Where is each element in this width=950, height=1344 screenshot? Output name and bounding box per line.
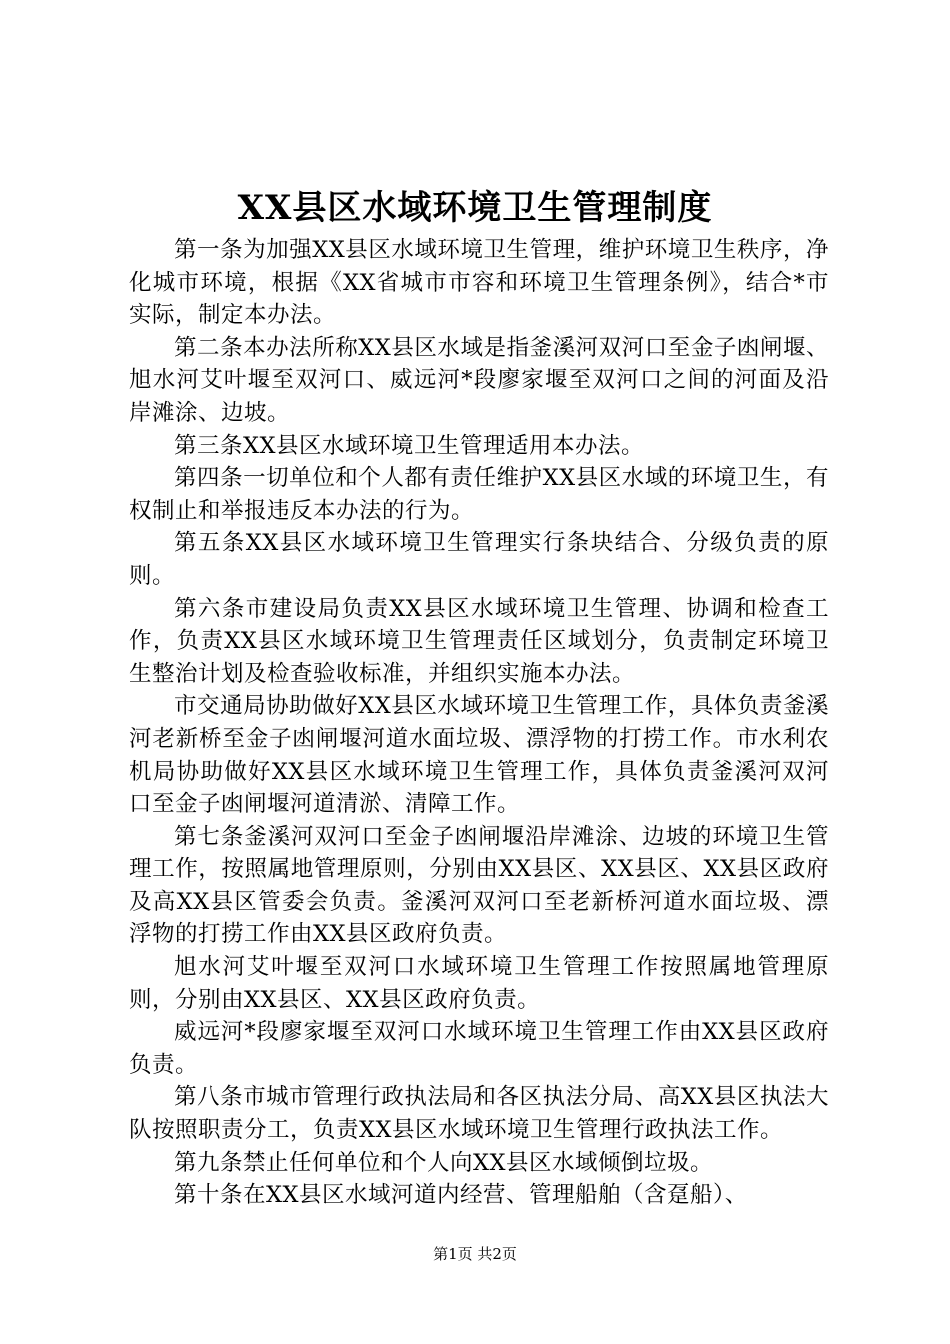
paragraph: 威远河*段廖家堰至双河口水域环境卫生管理工作由XX县区政府负责。: [129, 1019, 829, 1078]
paragraph: 第九条禁止任何单位和个人向XX县区水域倾倒垃圾。: [174, 1149, 714, 1176]
paragraph: 第一条为加强XX县区水域环境卫生管理，维护环境卫生秩序，净化城市环境，根据《XX省城市市容和环境卫生管理条例》，结合*市实际，制定本办法。: [129, 237, 829, 329]
paragraph: 旭水河艾叶堰至双河口水域环境卫生管理工作按照属地管理原则，分别由XX县区、XX县区政府负责。: [129, 954, 829, 1013]
page-footer: 第1页 共2页: [433, 1245, 517, 1263]
paragraph: 第十条在XX县区水域河道内经营、管理船舶（含趸船）、: [174, 1182, 748, 1209]
document-title: XX县区水域环境卫生管理制度: [237, 188, 713, 228]
paragraph: 第五条XX县区水域环境卫生管理实行条块结合、分级负责的原则。: [129, 530, 829, 589]
paragraph: 第八条市城市管理行政执法局和各区执法分局、高XX县区执法大队按照职责分工，负责XX县区水域环境卫生管理行政执法工作。: [129, 1084, 829, 1144]
document-body: [129, 234, 829, 1212]
paragraph: 市交通局协助做好XX县区水域环境卫生管理工作，具体负责釜溪河老新桥至金子凼闸堰河道水面垃圾、漂浮物的打捞工作。市水利农机局协助做好XX县区水域环境卫生管理工作，具体负责釜溪河双河口至金子凼闸堰河道清淤、清障工作。: [129, 693, 829, 818]
paragraph: 第三条XX县区水域环境卫生管理适用本办法。: [174, 432, 645, 459]
paragraph: 第七条釜溪河双河口至金子凼闸堰沿岸滩涂、边坡的环境卫生管理工作，按照属地管理原则，分别由XX县区、XX县区、XX县区政府及高XX县区管委会负责。釜溪河双河口至老新桥河道水面垃圾、漂浮物的打捞工作由XX县区政府负责。: [129, 823, 829, 948]
paragraph: 第六条市建设局负责XX县区水域环境卫生管理、协调和检查工作，负责XX县区水域环境卫生管理责任区域划分，负责制定环境卫生整治计划及检查验收标准，并组织实施本办法。: [129, 595, 829, 687]
paragraph: 第四条一切单位和个人都有责任维护XX县区水域的环境卫生，有权制止和举报违反本办法的行为。: [129, 465, 829, 524]
paragraph: 第二条本办法所称XX县区水域是指釜溪河双河口至金子凼闸堰、旭水河艾叶堰至双河口、威远河*段廖家堰至双河口之间的河面及沿岸滩涂、边坡。: [129, 334, 829, 426]
